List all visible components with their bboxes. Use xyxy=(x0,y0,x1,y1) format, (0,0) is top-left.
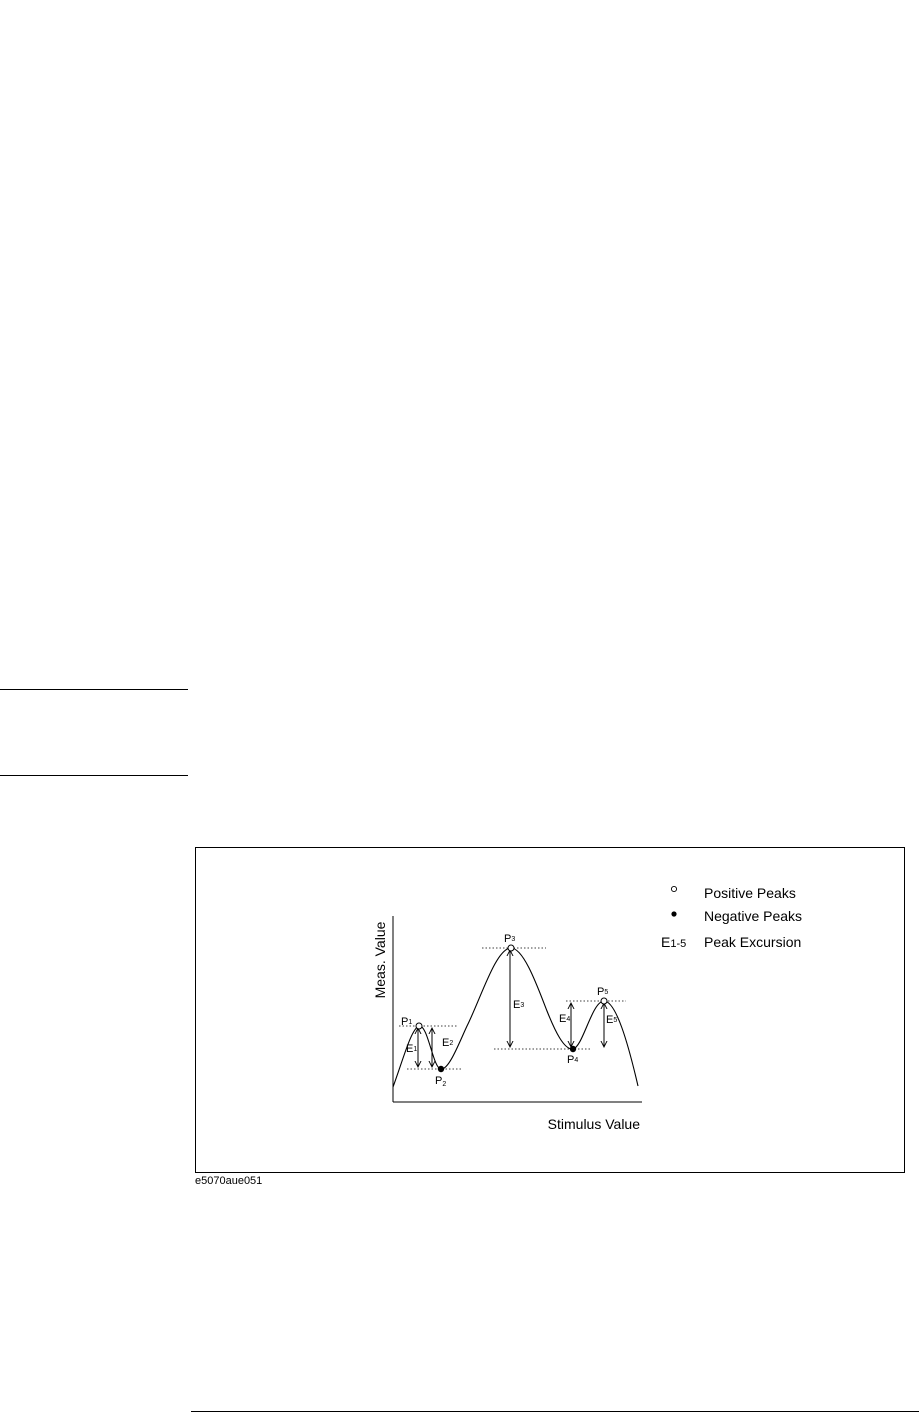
peak-marker-p1 xyxy=(416,1023,422,1029)
legend-negative-label: Negative Peaks xyxy=(704,908,803,924)
legend-positive-label: Positive Peaks xyxy=(704,885,796,901)
trace-curve xyxy=(393,948,638,1087)
legend xyxy=(661,885,802,950)
figure-caption: e5070aue051 xyxy=(195,1175,263,1187)
excursion-label-e2: E2 xyxy=(442,1037,454,1049)
legend-excursion-symbol: E1-5 xyxy=(661,934,687,950)
excursion-label-e1: E1 xyxy=(406,1043,418,1055)
rule-middle xyxy=(0,775,188,776)
legend-negative-marker xyxy=(671,911,676,916)
peak-marker-p3 xyxy=(508,945,514,951)
peak-label-p3: P3 xyxy=(504,933,516,945)
x-axis-label: Stimulus Value xyxy=(547,1116,640,1132)
peak-diagram xyxy=(196,848,904,1172)
peak-label-p1: P1 xyxy=(401,1016,413,1028)
peak-marker-p4 xyxy=(570,1046,576,1052)
peak-marker-p5 xyxy=(601,998,607,1004)
legend-positive-marker xyxy=(671,886,676,891)
figure-frame xyxy=(195,847,905,1173)
rule-bottom xyxy=(191,1411,919,1412)
rule-top xyxy=(0,689,188,690)
excursion-label-e4: E4 xyxy=(559,1013,571,1025)
y-axis-label: Meas. Value xyxy=(372,921,388,999)
legend-excursion-label: Peak Excursion xyxy=(704,934,802,950)
peak-label-p4: P4 xyxy=(567,1054,579,1066)
peak-label-p5: P5 xyxy=(597,986,609,998)
peak-marker-p2 xyxy=(438,1066,444,1072)
peak-label-p2: P2 xyxy=(435,1075,447,1088)
excursion-label-e3: E3 xyxy=(513,999,525,1011)
excursion-label-e5: E5 xyxy=(606,1014,618,1026)
